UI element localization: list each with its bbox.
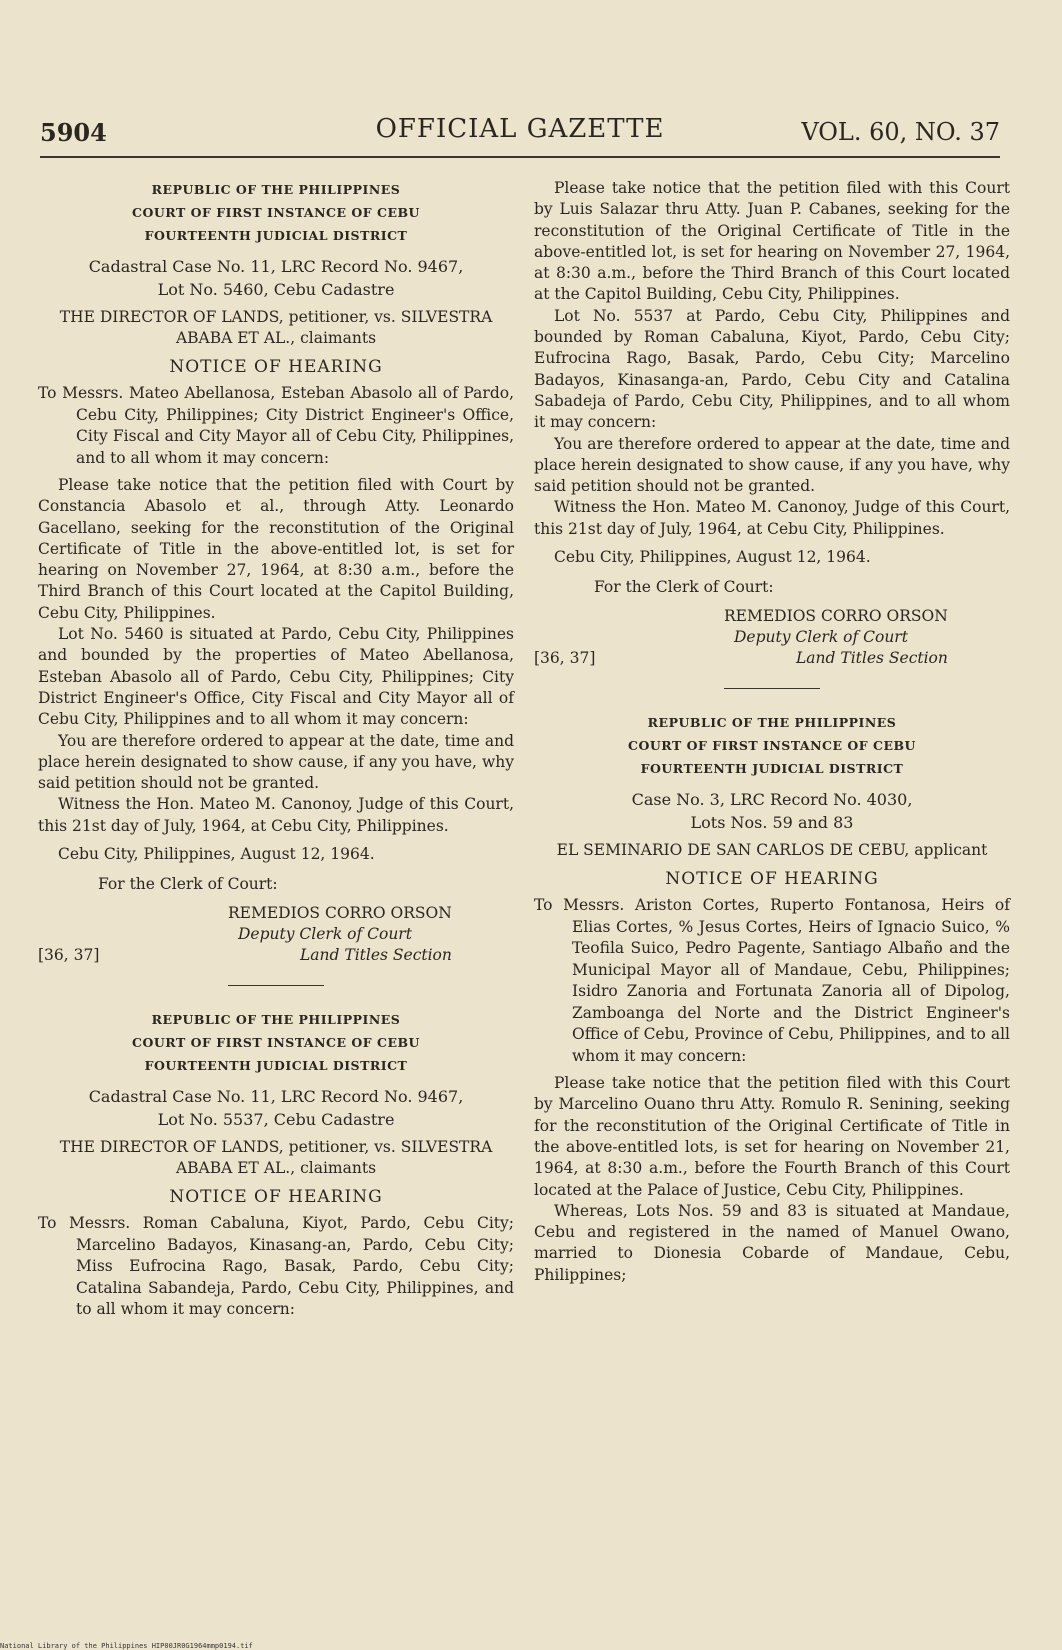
court-header [534,711,1010,780]
signer-name: REMEDIOS CORRO ORSON [228,904,452,923]
case-title-line: Lot No. 5537, Cebu Cadastre [157,1110,395,1130]
scan-source-note: National Library of the Philippines HIP00JR0G1964mmp0194.tif [0,1642,253,1650]
paragraph: You are therefore ordered to appear at the date, time and place herein designated to show cause, if any you have, why said petition should not be granted. [38,731,514,793]
addressees: To Messrs. Roman Cabaluna, Kiyot, Pardo, Cebu City; Marcelino Badayos, Kinasang-an, Pardo, Cebu City; Miss Eufrocina Rago, Basak, Pardo, Cebu City; Catalina Sabandeja, Pardo, Cebu City, Philippines, and to all whom it may concern: [38,1214,514,1319]
case-title [38,1085,514,1131]
court-line: FOURTEENTH JUDICIAL DISTRICT [144,1058,408,1074]
parties [534,840,1010,861]
signer-title: Deputy Clerk of Court [734,628,908,647]
signer-title: Deputy Clerk of Court [238,925,412,944]
case-title-line: Cadastral Case No. 11, LRC Record No. 9467, [88,257,464,276]
header-rule [40,156,1000,158]
dateline: Cebu City, Philippines, August 12, 1964. [58,845,375,864]
paragraph: Lot No. 5537 at Pardo, Cebu City, Philippines and bounded by Roman Cabaluna, Kiyot, Pardo, Cebu City; Eufrocina Rago, Basak, Pardo, Cebu City; Marcelino Badayos, Kinasanga-an, Pardo, Cebu City and Catalina Sabadeja of Pardo, Cebu City, Philippines, and to all whom it may concern: [534,306,1010,432]
dateline: Cebu City, Philippines, August 12, 1964. [554,548,871,567]
court-header [38,1008,514,1077]
notice-heading: NOTICE OF HEARING [169,1187,383,1208]
court-line: FOURTEENTH JUDICIAL DISTRICT [640,761,904,777]
court-line: REPUBLIC OF THE PHILIPPINES [647,715,897,731]
paragraph: Lot No. 5460 is situated at Pardo, Cebu City, Philippines and bounded by the properties of Mateo Abellanosa, Esteban Abasolo all of Pardo, Cebu City, Philippines; City District Engineer's Office, City Fiscal and City Mayor all of Cebu City, Philippines and to all whom it may concern: [38,625,514,729]
signature-block [534,606,1010,674]
addressees: To Messrs. Mateo Abellanosa, Esteban Abasolo all of Pardo, Cebu City, Philippines; City District Engineer's Office, City Fiscal and City Mayor all of Cebu City, Philippines, and to all whom it may concern: [38,384,514,467]
for-clerk: For the Clerk of Court: [594,578,774,597]
notice-lots-59-83 [534,711,1010,1286]
parties [38,307,514,349]
parties-line: EL SEMINARIO DE SAN CARLOS DE CEBU, applicant [556,841,988,860]
signer-section: Land Titles Section [796,649,948,668]
signer-section: Land Titles Section [300,946,452,965]
court-line: FOURTEENTH JUDICIAL DISTRICT [144,228,408,243]
case-title [534,788,1010,834]
signer-name: REMEDIOS CORRO ORSON [724,607,948,626]
volume-number: VOL. 60, NO. 37 [801,118,1000,146]
parties-line: THE DIRECTOR OF LANDS, petitioner, vs. SILVESTRA [59,1138,493,1157]
publication-title: OFFICIAL GAZETTE [375,114,665,144]
court-line: REPUBLIC OF THE PHILIPPINES [151,182,401,197]
paragraph: You are therefore ordered to appear at the date, time and place herein designated to show cause, if any you have, why said petition should not be granted. [534,434,1010,496]
paragraph: Witness the Hon. Mateo M. Canonoy, Judge of this Court, this 21st day of July, 1964, at Cebu City, Philippines. [534,498,1010,538]
addressees: To Messrs. Ariston Cortes, Ruperto Fontanosa, Heirs of Elias Cortes, % Jesus Cortes, Heirs of Ignacio Suico, % Teofila Suico, Pedro Pagente, Santiago Albaño and the Municipal Mayor all of Mandaue, Cebu, Philippines; Isidro Zanoria and Fortunata Zanoria all of Dipolog, Zamboanga del Norte and the District Engineer's Office of Cebu, Province of Cebu, Philippines, and to all whom it may concern: [534,896,1010,1065]
paragraph: Please take notice that the petition filed with this Court by Marcelino Ouano thru Atty. Romulo R. Senining, seeking for the reconstitution of the Original Certificate of Title in the above-entitled lots, is set for hearing on November 21, 1964, at 8:30 a.m., before the Fourth Branch of this Court located at the Palace of Justice, Cebu City, Philippines. [534,1074,1010,1199]
notice-lot-5537-continued [534,178,1010,689]
left-column [38,178,514,1335]
case-title-line: Lot No. 5460, Cebu Cadastre [157,280,395,299]
paragraph: Whereas, Lots Nos. 59 and 83 is situated at Mandaue, Cebu and registered in the named of Manuel Owano, married to Dionesia Cobarde of Mandaue, Cebu, Philippines; [534,1201,1010,1284]
issue-reference: [36, 37] [534,649,596,668]
parties-line: THE DIRECTOR OF LANDS, petitioner, vs. SILVESTRA [59,308,493,326]
page-number: 5904 [40,118,107,147]
signature-block [38,903,514,971]
paragraph: Witness the Hon. Mateo M. Canonoy, Judge of this Court, this 21st day of July, 1964, at Cebu City, Philippines. [38,795,514,835]
court-header [38,178,514,247]
issue-reference: [36, 37] [38,946,100,965]
case-title-line: Cadastral Case No. 11, LRC Record No. 9467, [88,1087,464,1107]
parties [38,1137,514,1179]
parties-line: ABABA ET AL., claimants [175,1159,377,1178]
case-title-line: Lots Nos. 59 and 83 [690,813,854,833]
section-divider [724,688,820,689]
section-divider [228,985,324,986]
notice-heading: NOTICE OF HEARING [665,869,879,890]
case-title-line: Case No. 3, LRC Record No. 4030, [631,790,913,810]
notice-heading: NOTICE OF HEARING [169,357,383,377]
paragraph: Please take notice that the petition filed with this Court by Luis Salazar thru Atty. Juan P. Cabanes, seeking for the reconstitution of the Original Certificate of Title in the above-entitled lot, is set for hearing on November 27, 1964, at 8:30 a.m., before the Third Branch of this Court located at the Capitol Building, Cebu City, Philippines. [534,179,1010,304]
page-header [40,112,1000,152]
parties-line: ABABA ET AL., claimants [175,329,377,347]
right-column [534,178,1010,1300]
notice-lot-5460 [38,178,514,986]
court-line: COURT OF FIRST INSTANCE OF CEBU [132,205,420,220]
case-title [38,255,514,301]
court-line: REPUBLIC OF THE PHILIPPINES [151,1012,401,1028]
for-clerk: For the Clerk of Court: [98,875,278,894]
court-line: COURT OF FIRST INSTANCE OF CEBU [628,738,916,754]
paragraph: Please take notice that the petition filed with Court by Constancia Abasolo et al., through Atty. Leonardo Gacellano, seeking for the reconstitution of the Original Certificate of Title in the above-entitled lot, is set for hearing on November 27, 1964, at 8:30 a.m., before the Third Branch of this Court located at the Capitol Building, Cebu City, Philippines. [38,476,514,622]
notice-lot-5537 [38,1008,514,1321]
court-line: COURT OF FIRST INSTANCE OF CEBU [132,1035,420,1051]
